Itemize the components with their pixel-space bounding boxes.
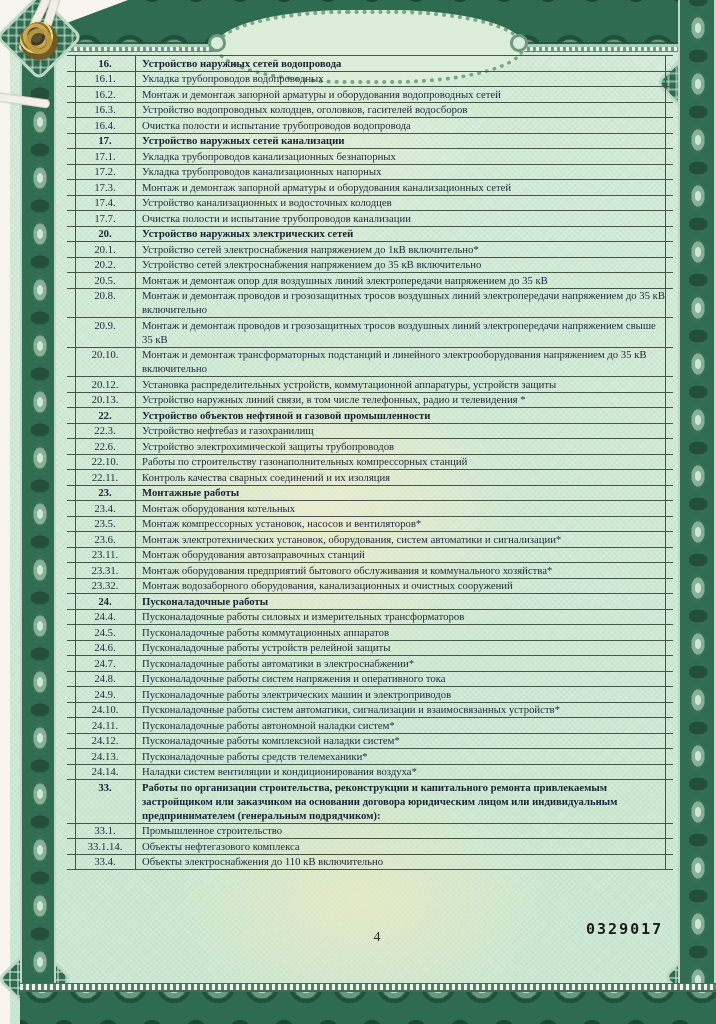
table-row: [67, 318, 673, 348]
row-number-cell: 20.9.: [94, 319, 116, 332]
row-description-cell: Монтаж и демонтаж проводов и грозозащитных тросов воздушных линий электропередачи напряжением свыше 35 кВ: [142, 319, 656, 346]
certificate-paper: [10, 0, 716, 1024]
row-number-cell: 17.4.: [94, 197, 116, 209]
table-row: [67, 703, 673, 719]
row-description-cell: Пусконаладочные работы автоматики в электроснабжении*: [142, 657, 415, 670]
row-number-cell: 16.: [98, 57, 112, 70]
table-left-border: [75, 56, 76, 870]
row-description-cell: Очистка полости и испытание трубопроводов водопровода: [142, 119, 411, 132]
arch-scroll-left: [208, 34, 226, 52]
row-description-cell: Монтаж и демонтаж трансформаторных подстанций и линейного электрооборудования напряжением до 35 кВ включительно: [142, 349, 647, 375]
row-number-cell: 23.4.: [94, 502, 116, 515]
row-number-cell: 16.3.: [94, 104, 116, 116]
bottom-border-ornament: [20, 990, 716, 1024]
row-number-cell: 20.8.: [94, 290, 116, 302]
row-number-cell: 33.1.14.: [87, 840, 123, 853]
row-description-cell: Укладка трубопроводов канализационных напорных: [142, 166, 382, 178]
row-number-cell: 17.2.: [94, 166, 116, 178]
row-description-cell: Устройство наружных сетей водопровода: [142, 57, 342, 70]
table-row: [67, 118, 673, 134]
table-row: [67, 377, 673, 393]
row-description-cell: Устройство канализационных и водосточных колодцев: [142, 197, 392, 209]
right-border-ornament: [678, 0, 716, 1024]
table-row: [67, 532, 673, 548]
row-number-cell: 23.6.: [94, 533, 116, 546]
row-number-cell: 33.4.: [94, 856, 116, 868]
serial-number: 0329017: [586, 920, 664, 938]
row-description-cell: Работы по строительству газонаполнительных компрессорных станций: [142, 456, 468, 468]
table-row: [67, 672, 673, 688]
row-number-cell: 24.11.: [91, 719, 119, 732]
row-description-cell: Контроль качества сварных соединений и их изоляция: [142, 471, 391, 484]
row-description-cell: Наладки систем вентиляции и кондиционирования воздуха*: [142, 766, 417, 778]
row-number-cell: 24.4.: [94, 611, 116, 623]
row-number-cell: 17.3.: [94, 181, 116, 194]
table-row: [67, 749, 673, 765]
binding-grommet-ring: [26, 28, 52, 54]
table-row: [67, 149, 673, 165]
table-row: [67, 563, 673, 579]
table-row: [67, 839, 673, 855]
table-row: [67, 408, 673, 424]
row-number-cell: 17.1.: [94, 150, 116, 163]
table-row: [67, 196, 673, 212]
row-number-cell: 24.10.: [91, 704, 119, 716]
row-number-cell: 24.6.: [94, 642, 116, 654]
row-description-cell: Монтаж компрессорных установок, насосов и вентиляторов*: [142, 518, 422, 530]
works-table: [67, 55, 673, 870]
table-row: [67, 765, 673, 781]
table-row: [67, 610, 673, 626]
arch-scroll-right: [510, 34, 528, 52]
row-description-cell: Монтаж водозаборного оборудования, канализационных и очистных сооружений: [142, 580, 513, 592]
row-number-cell: 24.9.: [94, 688, 116, 701]
table-row: [67, 348, 673, 378]
row-number-cell: 24.: [98, 595, 112, 608]
table-row: [67, 579, 673, 595]
table-row: [67, 718, 673, 734]
table-row: [67, 501, 673, 517]
row-number-cell: 16.1.: [94, 73, 116, 85]
table-row: [67, 134, 673, 150]
row-number-cell: 33.: [98, 781, 112, 794]
row-number-cell: 20.5.: [94, 274, 116, 287]
row-description-cell: Устройство наружных сетей канализации: [142, 135, 345, 147]
table-row: [67, 855, 673, 871]
table-row: [67, 227, 673, 243]
row-number-cell: 17.: [98, 135, 112, 147]
table-row: [67, 165, 673, 181]
row-number-cell: 23.5.: [94, 518, 116, 530]
table-row: [67, 470, 673, 486]
row-description-cell: Монтаж и демонтаж запорной арматуры и оборудования канализационных сетей: [142, 181, 512, 194]
row-number-cell: 23.32.: [91, 580, 119, 592]
table-row: [67, 517, 673, 533]
left-border-ornament: [20, 38, 56, 1024]
row-description-cell: Пусконаладочные работы средств телемеханики*: [142, 750, 368, 763]
table-row: [67, 180, 673, 196]
table-row: [67, 242, 673, 258]
row-number-cell: 33.1.: [94, 825, 116, 837]
row-description-cell: Промышленное строительство: [142, 825, 283, 837]
row-number-cell: 22.3.: [94, 425, 116, 437]
row-description-cell: Объекты нефтегазового комплекса: [142, 840, 300, 853]
table-row: [67, 594, 673, 610]
row-description-cell: Укладка трубопроводов водопроводных: [142, 73, 324, 85]
row-description-cell: Монтаж и демонтаж проводов и грозозащитных тросов воздушных линий электропередачи напряжением до 35 кВ включительно: [142, 290, 665, 316]
row-description-cell: Монтаж оборудования котельных: [142, 502, 296, 515]
row-number-cell: 23.: [98, 487, 112, 499]
row-number-cell: 16.2.: [94, 88, 116, 101]
table-row: [67, 687, 673, 703]
row-number-cell: 24.7.: [94, 657, 116, 670]
row-description-cell: Работы по организации строительства, реконструкции и капитального ремонта привлекаемым застройщиком или заказчиком на основании договора юридическим лицом или индивидуальным предпринимателем (генеральным подрядчиком):: [142, 781, 618, 822]
table-row: [67, 548, 673, 564]
row-number-cell: 22.10.: [91, 456, 119, 468]
row-number-cell: 22.11.: [91, 471, 119, 484]
row-description-cell: Пусконаладочные работы устройств релейной защиты: [142, 642, 391, 654]
row-number-cell: 17.7.: [94, 212, 116, 225]
row-number-cell: 20.1.: [94, 243, 116, 256]
row-description-cell: Пусконаладочные работы систем напряжения и оперативного тока: [142, 673, 446, 685]
row-number-cell: 20.: [98, 228, 112, 240]
row-number-cell: 20.10.: [91, 349, 119, 361]
table-row: [67, 486, 673, 502]
row-description-cell: Пусконаладочные работы систем автоматики, сигнализации и взаимосвязанных устройств*: [142, 704, 560, 716]
row-description-cell: Пусконаладочные работы автономной наладки систем*: [142, 719, 395, 732]
row-number-cell: 22.6.: [94, 440, 116, 453]
table-row: [67, 103, 673, 119]
table-row: [67, 87, 673, 103]
table-row: [67, 734, 673, 750]
row-description-cell: Пусконаладочные работы электрических машин и электроприводов: [142, 688, 452, 701]
row-description-cell: Установка распределительных устройств, коммутационной аппаратуры, устройств защиты: [142, 378, 557, 391]
row-description-cell: Устройство сетей электроснабжения напряжением до 35 кВ включительно: [142, 259, 482, 271]
row-description-cell: Пусконаладочные работы: [142, 595, 269, 608]
table-row: [67, 656, 673, 672]
row-description-cell: Укладка трубопроводов канализационных безнапорных: [142, 150, 396, 163]
table-column-divider: [135, 56, 136, 870]
row-description-cell: Пусконаладочные работы силовых и измерительных трансформаторов: [142, 611, 465, 623]
table-row: [67, 780, 673, 824]
row-description-cell: Пусконаладочные работы коммутационных аппаратов: [142, 626, 390, 639]
row-description-cell: Устройство наружных линий связи, в том числе телефонных, радио и телевидения *: [142, 394, 526, 406]
row-number-cell: 20.2.: [94, 259, 116, 271]
row-description-cell: Монтаж оборудования предприятий бытового обслуживания и коммунального хозяйства*: [142, 564, 553, 577]
table-row: [67, 393, 673, 409]
table-row: [67, 289, 673, 319]
row-number-cell: 24.5.: [94, 626, 116, 639]
row-description-cell: Монтаж и демонтаж опор для воздушных линий электропередачи напряжением до 35 кВ: [142, 274, 548, 287]
table-row: [67, 455, 673, 471]
table-row: [67, 273, 673, 289]
row-number-cell: 24.14.: [91, 766, 119, 778]
table-row: [67, 641, 673, 657]
row-description-cell: Устройство объектов нефтяной и газовой промышленности: [142, 409, 431, 422]
table-right-border: [665, 56, 666, 870]
row-number-cell: 20.12.: [91, 378, 119, 391]
table-row: [67, 439, 673, 455]
row-number-cell: 24.8.: [94, 673, 116, 685]
row-number-cell: 16.4.: [94, 119, 116, 132]
row-description-cell: Монтажные работы: [142, 487, 240, 499]
table-row: [67, 625, 673, 641]
row-description-cell: Устройство наружных электрических сетей: [142, 228, 354, 240]
row-description-cell: Монтаж оборудования автозаправочных станций: [142, 549, 365, 561]
table-row: [67, 824, 673, 840]
table-row: [67, 56, 673, 72]
row-number-cell: 22.: [98, 409, 112, 422]
page-number: 4: [373, 930, 381, 945]
row-number-cell: 24.12.: [91, 735, 119, 747]
row-number-cell: 23.31.: [91, 564, 119, 577]
table-row: [67, 424, 673, 440]
row-description-cell: Очистка полости и испытание трубопроводов канализации: [142, 212, 411, 225]
row-description-cell: Монтаж электротехнических установок, оборудования, систем автоматики и сигнализации*: [142, 533, 562, 546]
row-description-cell: Устройство водопроводных колодцев, оголовков, гасителей водосборов: [142, 104, 468, 116]
row-number-cell: 24.13.: [91, 750, 119, 763]
row-number-cell: 23.11.: [91, 549, 119, 561]
row-description-cell: Устройство нефтебаз и газохранилищ: [142, 425, 314, 437]
row-description-cell: Устройство сетей электроснабжения напряжением до 1кВ включительно*: [142, 243, 479, 256]
table-row: [67, 211, 673, 227]
table-row: [67, 72, 673, 88]
row-number-cell: 20.13.: [91, 394, 119, 406]
row-description-cell: Устройство электрохимической защиты трубопроводов: [142, 440, 395, 453]
table-row: [67, 258, 673, 274]
row-description-cell: Объекты электроснабжения до 110 кВ включительно: [142, 856, 384, 868]
row-description-cell: Монтаж и демонтаж запорной арматуры и оборудования водопроводных сетей: [142, 88, 501, 101]
row-description-cell: Пусконаладочные работы комплексной наладки систем*: [142, 735, 400, 747]
